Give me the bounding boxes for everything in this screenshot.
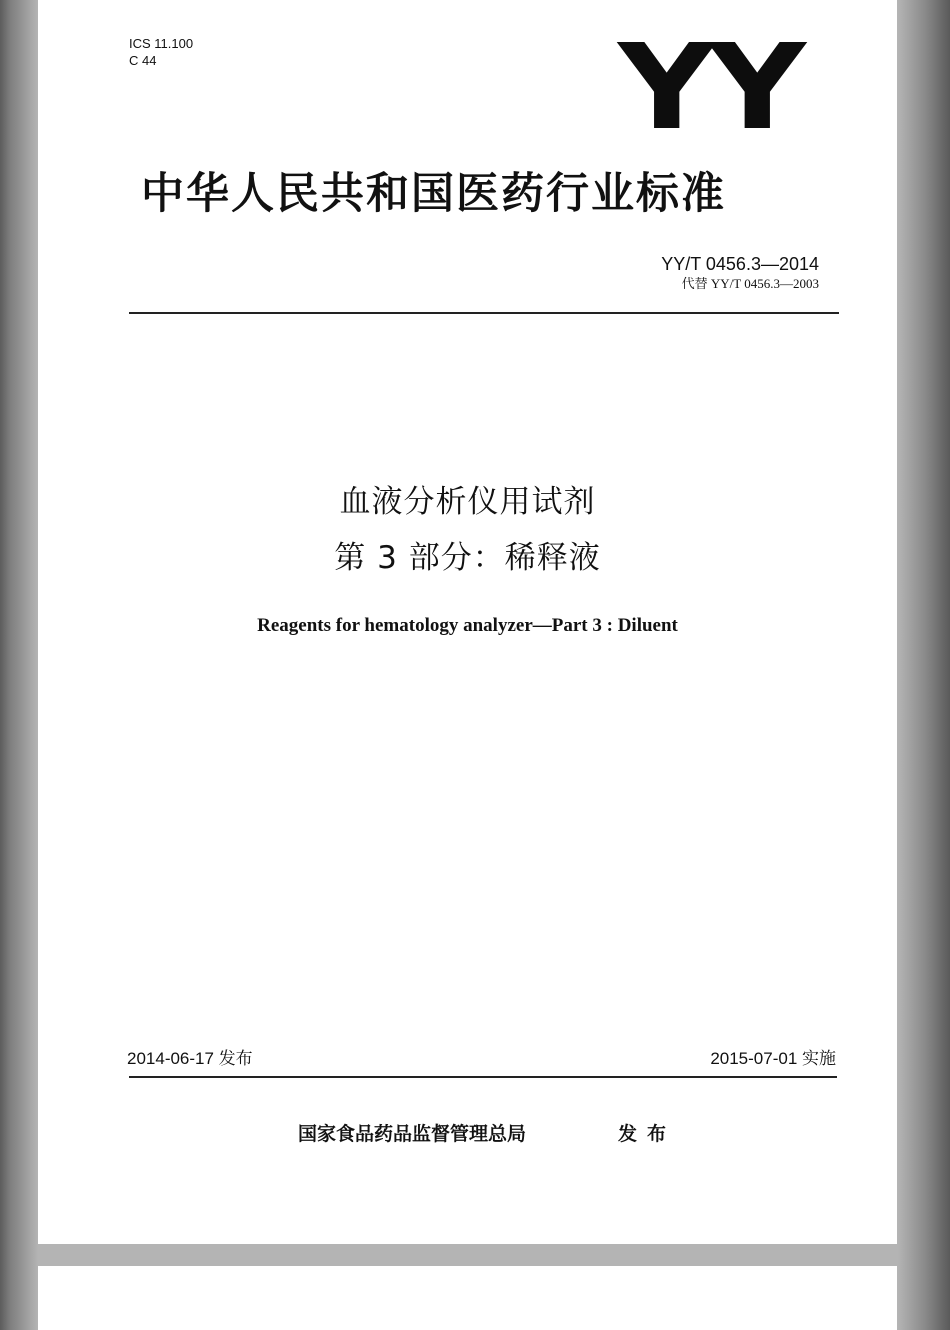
document-title-line1: 血液分析仪用试剂: [339, 484, 596, 520]
ccs-code: C 44: [129, 53, 157, 68]
ics-code: ICS 11.100: [129, 36, 194, 51]
implementation-date: 2015-07-01 实施: [710, 1049, 836, 1068]
publish-label: 发布: [618, 1123, 677, 1145]
footer-divider: [129, 1076, 837, 1078]
next-page: [38, 1266, 897, 1330]
publisher-name: 国家食品药品监督管理总局: [298, 1123, 527, 1145]
standard-category-title: 中华人民共和国医药行业标准: [141, 169, 726, 219]
document-page: [38, 0, 897, 1244]
standard-number: YY/T 0456.3—2014: [661, 254, 819, 274]
issue-date: 2014-06-17 发布: [127, 1049, 253, 1068]
document-title-line2: 第 3 部分：稀释液: [334, 540, 601, 576]
replaced-standard: 代替 YY/T 0456.3—2003: [681, 276, 819, 291]
document-title-english: Reagents for hematology analyzer—Part 3 : Diluent: [257, 615, 678, 636]
header-divider: [129, 312, 839, 314]
yy-logo: YY: [618, 18, 800, 156]
